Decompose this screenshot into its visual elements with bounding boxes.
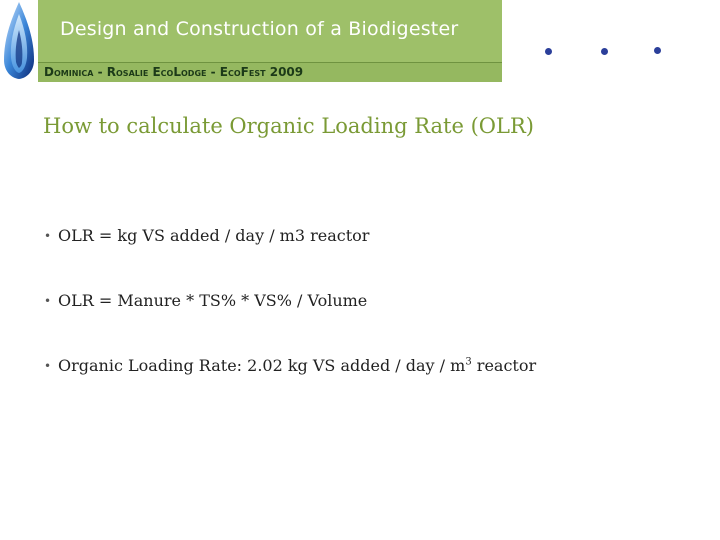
bullet-dot-icon: • — [44, 359, 52, 373]
bullet-dot-icon: • — [44, 229, 52, 243]
bullet-text: OLR = Manure * TS% * VS% / Volume — [58, 291, 368, 310]
dot-icon — [654, 47, 661, 54]
dot-icon — [601, 48, 608, 55]
bullet-text: OLR = kg VS added / day / m3 reactor — [58, 226, 370, 245]
bullet-text — [58, 356, 536, 375]
bullet-text-tail: reactor — [471, 356, 537, 375]
superscript: 3 — [465, 356, 472, 368]
slide-title: How to calculate Organic Loading Rate (OLR) — [43, 114, 534, 138]
dot-icon — [545, 48, 552, 55]
slide-header — [0, 0, 502, 81]
bullet-text-main: Organic Loading Rate: 2.02 kg VS added / day / m — [58, 356, 466, 375]
header-title-band — [38, 0, 502, 62]
bullet-dot-icon: • — [44, 294, 52, 308]
header-subtitle: Dominica - Rosalie EcoLodge - EcoFest 2009 — [44, 65, 304, 79]
header-title: Design and Construction of a Biodigester — [60, 18, 459, 40]
header-subtitle-band — [38, 62, 502, 82]
biodigester-logo-icon — [0, 0, 38, 81]
